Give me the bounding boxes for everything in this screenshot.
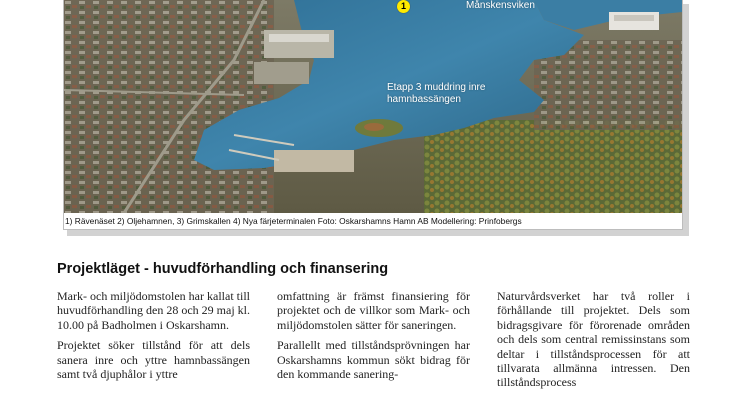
text-column-2 xyxy=(277,289,470,387)
paragraph: omfattning är främst finansiering för projektet och de villkor som Mark- och miljödomstolen sätter för saneringen. xyxy=(277,289,470,332)
paragraph: Projektet söker tillstånd för att dels sanera inre och yttre hamnbassängen samt två djuphålor i yttre xyxy=(57,338,250,382)
text-column-3 xyxy=(497,289,690,396)
label-manskensviken: Månskensviken xyxy=(466,0,535,11)
paragraph: Naturvårdsverket har två roller i förhållande till projektet. Dels som bidragsgivare för förorenade områden och dels som central remissinstans som deltar i tillståndsprocessen för att tillvarata allmänna intressen. Den tillståndsprocess xyxy=(497,289,690,390)
location-marker-1: 1 xyxy=(397,0,410,13)
figure-shadow-right xyxy=(682,4,689,234)
harbor-figure xyxy=(63,0,683,230)
figure-shadow-bottom xyxy=(67,230,689,236)
paragraph: Parallellt med tillståndsprövningen har Oskarshamns kommun sökt bidrag för den kommande sanering- xyxy=(277,338,470,382)
label-etapp-3: Etapp 3 muddring inre hamnbassängen xyxy=(387,82,486,105)
aerial-harbor-photo xyxy=(64,0,682,213)
section-heading: Projektläget - huvudförhandling och finansering xyxy=(57,261,389,277)
paragraph: Mark- och miljödomstolen har kallat till huvudförhandling den 28 och 29 maj kl. 10.00 på Badholmen i Oskarshamn. xyxy=(57,289,250,332)
text-column-1 xyxy=(57,289,250,387)
figure-caption: 1) Rävenäset 2) Oljehamnen, 3) Grimskallen 4) Nya färjeterminalen Foto: Oskarshamns Hamn AB Modellering: Prinfobergs xyxy=(65,216,522,226)
